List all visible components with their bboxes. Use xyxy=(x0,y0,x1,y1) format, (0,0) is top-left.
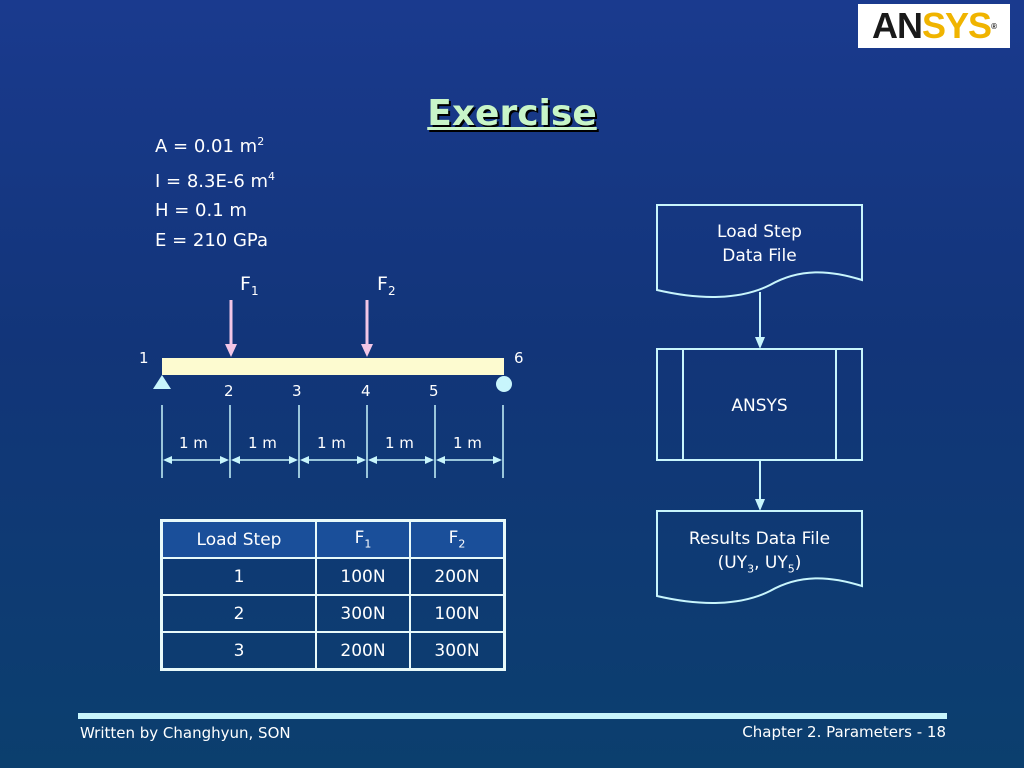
table-cell: 2 xyxy=(162,595,317,632)
flow-arrowhead-1 xyxy=(755,337,765,349)
property-modulus-text: E = 210 GPa xyxy=(155,229,269,251)
logo-text-sys: SYS xyxy=(922,5,992,46)
table-header-load-step: Load Step xyxy=(162,521,317,559)
force-label-f1-text: F xyxy=(240,273,251,295)
table-cell: 1 xyxy=(162,558,317,595)
node-label-1: 1 xyxy=(139,349,149,367)
flow-box-load-step-text xyxy=(657,220,862,268)
property-area-text: A = 0.01 m xyxy=(155,136,258,157)
property-area-exp: 2 xyxy=(257,135,265,148)
beam xyxy=(162,358,504,375)
node-label-6: 6 xyxy=(514,349,524,367)
property-height-text: H = 0.1 m xyxy=(155,200,247,221)
table-cell: 200N xyxy=(316,632,410,670)
logo-text-an: AN xyxy=(872,5,923,46)
force-arrow-f1 xyxy=(225,300,237,357)
results-uy-prefix: (UY xyxy=(717,553,748,573)
results-uy-mid: , UY xyxy=(754,553,788,573)
table-header-f2-text: F xyxy=(448,528,459,549)
flow-box-load-step-line2: Data File xyxy=(722,246,797,266)
table-cell: 300N xyxy=(316,595,410,632)
node-label-5: 5 xyxy=(429,382,439,400)
flow-arrowhead-2 xyxy=(755,499,765,511)
results-uy-suffix: ) xyxy=(794,553,802,573)
results-uy-sub1: 3 xyxy=(747,562,755,576)
node-label-4: 4 xyxy=(361,382,371,400)
force-label-f2 xyxy=(377,273,396,298)
footer-page-info: Chapter 2. Parameters - 18 xyxy=(742,723,946,741)
table-row xyxy=(162,558,505,595)
pin-support-icon xyxy=(153,375,171,389)
force-label-f2-text: F xyxy=(377,273,388,295)
flow-box-results-line2 xyxy=(657,551,862,581)
span-label-5: 1 m xyxy=(453,434,482,452)
flow-box-load-step-line1: Load Step xyxy=(717,222,802,242)
table-cell: 300N xyxy=(410,632,505,670)
force-arrow-f2 xyxy=(361,300,373,357)
table-header-f2 xyxy=(410,521,505,559)
table-header-f2-sub: 2 xyxy=(458,537,466,551)
flow-box-ansys-text: ANSYS xyxy=(731,396,788,416)
table-cell: 100N xyxy=(410,595,505,632)
table-header-row xyxy=(162,521,505,559)
flow-box-results-line1: Results Data File xyxy=(688,529,831,549)
table-row xyxy=(162,632,505,670)
node-label-2: 2 xyxy=(224,382,234,400)
roller-support-icon xyxy=(496,376,512,392)
logo-registered-mark: ® xyxy=(991,21,996,31)
table-row xyxy=(162,595,505,632)
property-inertia-text: I = 8.3E-6 m xyxy=(155,170,269,192)
force-label-f2-sub: 2 xyxy=(387,283,396,298)
property-inertia-exp: 4 xyxy=(268,169,276,183)
span-label-4: 1 m xyxy=(385,434,414,452)
flow-box-results-text xyxy=(657,527,862,581)
table-header-f1 xyxy=(316,521,410,559)
table-cell: 100N xyxy=(316,558,410,595)
load-step-table xyxy=(160,519,506,671)
slide-title: Exercise xyxy=(427,93,597,134)
footer-author: Written by Changhyun, SON xyxy=(80,724,291,742)
span-label-3: 1 m xyxy=(317,434,346,452)
table-cell: 3 xyxy=(162,632,317,670)
node-label-3: 3 xyxy=(292,382,302,400)
table-cell: 200N xyxy=(410,558,505,595)
force-label-f1 xyxy=(240,273,259,298)
results-uy-sub2: 5 xyxy=(787,562,795,576)
footer-divider xyxy=(78,713,947,719)
table-header-f1-text: F xyxy=(354,528,365,549)
span-label-2: 1 m xyxy=(248,434,277,452)
table-header-f1-sub: 1 xyxy=(364,537,372,551)
span-label-1: 1 m xyxy=(179,434,208,452)
force-label-f1-sub: 1 xyxy=(250,283,259,298)
